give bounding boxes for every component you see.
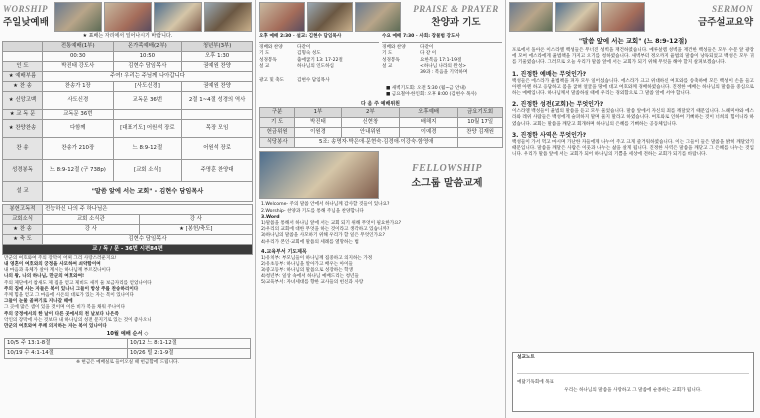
table-cell: 다함께: [43, 119, 114, 137]
table-cell: 5조: 송명자·박은애·문현숙·김경애·이강숙·함영애: [295, 138, 458, 148]
weekly-notes: [256, 84, 505, 98]
table-cell: 10/26 빌 2:1-9절: [128, 349, 251, 359]
fellowship-item: 2)유초등부: 하나님을 알아가고 배우는 아이들: [261, 261, 353, 267]
table-header-cell: [3, 41, 43, 51]
table-cell: 찬송가 1장: [43, 81, 114, 91]
fellowship-item: 1)유치부: 부모님들이 하나님께 집중하고 의지하는 가정: [261, 255, 373, 261]
table-cell: 신현창: [341, 118, 399, 128]
table-cell: 전능하신 나의 주 하나님은: [43, 204, 253, 214]
table-cell: ★ [봉헌/축도]: [139, 224, 252, 234]
table-header-cell: 구분: [260, 108, 295, 118]
sermon-intro: 포로에서 돌아온 이스라엘 백성들은 무너진 성벽을 재건하였습니다. 예루살렘 성벽을 재건한 백성들은 모두 수문 앞 광장에 모여 에스라에게 율법책을 가지고 오기를 청하였습니다. 새벽부터 정오까지 율법의 말씀이 낭독되었고 백성은 모두 귀를 기울였습니다. 그러므로 오늘 우리가 말씀 앞에 서는 교회가 되기 위해 무엇을 해야 할지 살펴보겠습니다.: [512, 48, 754, 66]
reading-line: 주의 제단에서 참새도 제 집을 얻고 제비도 새끼 둘 보금자리를 얻었나이다: [4, 280, 152, 286]
worship-photo: [154, 2, 202, 32]
banner-english-title: WORSHIP: [3, 4, 49, 14]
fellowship-item: 4)청년부: 일상 속에서 하나님 예배드리는 청년들: [261, 274, 359, 280]
worship-photo: [104, 2, 152, 32]
service-row: [259, 78, 379, 84]
table-cell: 안내위원: [341, 128, 399, 138]
notes-line: 우리는 하나님의 말씀을 사랑하고 그 말씀에 순종하는 교회가 됩니다.: [564, 388, 702, 394]
row-label: 설 교: [3, 181, 43, 201]
service-row-label: 기 도: [259, 51, 270, 57]
service-row-value: 39과 : 복음을 기억하며: [420, 70, 468, 76]
reading-line: 내 마음과 육체가 살아 계시는 하나님께 부르짖나이다: [4, 268, 111, 274]
table-cell: 10/12 느 8:1-12절: [128, 339, 251, 349]
table-cell: 주여! 우리는 주님께 나아갑니다: [43, 71, 253, 81]
fellowship-item: 1)말씀을 통해서 하나님 앞에 서는 교회 되기 위해 무엇이 필요한가요?: [261, 221, 402, 227]
row-label: 봉헌고독적: [3, 204, 43, 214]
service-order-table: [2, 41, 253, 202]
note-line: ■ 금요철야·한인회: 오후 8:00 (김현수 목사): [386, 92, 477, 98]
sermon-photo: [555, 2, 599, 32]
service-row-value: 다 같 이: [420, 51, 437, 57]
sermon-point-body: 백성들은 에스라가 율법책을 펴자 모두 일어섰습니다. 에스라가 크고 위대하신 여호와를 송축하매 모든 백성이 손을 들고 아멘 아멘 하고 응답하고 몸을 굽혀 얼굴을 땅에 대고 여호와께 경배하였습니다. 진정한 예배는 하나님의 말씀을 중심으로 하는 예배입니다. 하나님께서 말씀하실 때에 우리는 경외함으로 그 말씀 앞에 서야 합니다.: [512, 78, 754, 97]
table-cell: 김현수 담임목사: [113, 61, 182, 71]
table-cell: 강 사: [139, 214, 252, 224]
schedule-title: 10월 예배 순서 ◇: [106, 331, 149, 338]
sermon-title: "말씀 앞에 서는 교회" (느 8:9-12절): [578, 37, 688, 45]
fellowship-list: [256, 200, 505, 288]
reading-line: 내 영혼이 여호와의 궁정을 사모하여 쇠약함이여: [4, 262, 101, 267]
sermon-point-heading: 1. 진정한 예배는 무엇인가?: [512, 70, 587, 78]
worship-photo: [204, 2, 252, 32]
service-row-label: 기 도: [382, 51, 393, 57]
wednesday-service: [382, 34, 502, 84]
row-label: 기 도: [260, 118, 295, 128]
service-columns: [256, 32, 505, 84]
table-cell: [사도신경]: [113, 81, 182, 91]
table-header-cell: 온가족예배(2부): [113, 41, 182, 51]
table-cell: 박진태: [295, 118, 341, 128]
praise-photo: [307, 2, 353, 32]
row-label: ★ 예배부름: [3, 71, 43, 81]
banner-korean-title: 금주설교요약: [697, 17, 753, 28]
table-cell: 어원석 장로: [182, 137, 253, 159]
fellowship-item: 1.Welcome- 주의 말씀 안에서 하나님께 감사할 것들이 있나요?: [261, 202, 390, 208]
fellowship-item: 2)우리의 교회에 대한 무엇을 하는 것이라고 생각하고 있습니까?: [261, 227, 390, 233]
table-cell: 교회 소식관: [43, 214, 140, 224]
fellowship-item: 4)우리가 본인·교회에 말씀의 세례를 열망하는 법: [261, 239, 359, 245]
table-cell: 주명훈 찬양대: [182, 159, 253, 181]
sermon-point-heading: 2. 진정한 성전(교회)는 무엇인가?: [512, 101, 604, 109]
service-row-label: 설 교: [382, 63, 393, 69]
offering-note: ※ 현금은 예배실로 들어오실 때 헌금함에 드립니다.: [76, 360, 179, 366]
table-cell: 느 8:9-12절 (구 738p): [43, 159, 114, 181]
sermon-banner: [506, 0, 760, 32]
table-cell: [대표기도] 어원석 장로: [113, 119, 182, 137]
sermon-page: [505, 0, 760, 418]
reading-line: 만군의 여호와여 주의 장막이 어찌 그리 사랑스러운지요!: [4, 255, 117, 261]
table-cell: 권예원 찬양: [182, 81, 253, 91]
service-row-label: [382, 70, 420, 76]
fellowship-item: 4.교육부서 기도제목: [261, 248, 307, 255]
service-row-label: 경배와 찬양: [382, 45, 406, 51]
table-cell: 김현수 담임목사: [43, 234, 253, 244]
schedule-table: [4, 338, 251, 359]
service-row-value: 다같이: [420, 45, 434, 51]
table-cell: [3, 51, 43, 61]
fellowship-banner: [256, 148, 505, 200]
service-row-value: 김현수 담임목사: [297, 78, 330, 84]
table-cell: 사도신경: [43, 91, 114, 109]
service-row: [259, 70, 379, 78]
row-label: 성경봉독: [3, 159, 43, 181]
fellowship-item: 3)중고등부: 하나님의 말씀으로 성장하는 학생: [261, 268, 353, 274]
table-cell: 10월 17일: [458, 118, 503, 128]
sermon-photo: [601, 2, 645, 32]
notes-label: 설교노트: [517, 355, 535, 360]
reading-line: 주께 힘을 얻고 그 마음에 시온의 대로가 있는 자는 복이 있나이다: [4, 293, 134, 299]
notes-subtitle: 예닮기독회에 목표: [517, 380, 554, 386]
reading-line: 그들이 눈물 골짜기로 지나갈 때에: [4, 299, 73, 305]
praise-banner: [256, 0, 505, 32]
praise-prayer-page: [255, 0, 505, 418]
responsive-reading-header: 교 / 독 / 문 - 36번 시편84편: [3, 244, 253, 254]
banner-english-title: SERMON: [711, 4, 753, 14]
banner-english-title: FELLOWSHIP: [411, 162, 482, 174]
table-cell: 박진태 강도사: [43, 61, 114, 71]
fellowship-photo: [259, 151, 379, 199]
reading-line: 주의 집에 사는 자들은 복이 있나니 그들이 항상 주를 찬송하리이다: [4, 286, 139, 292]
table-cell: [458, 138, 503, 148]
row-label: ★ 신앙고백: [3, 91, 43, 109]
table-cell: 배해지: [399, 118, 457, 128]
service-row: [382, 70, 502, 76]
table-header-cell: 1부: [295, 108, 341, 118]
table-cell: 권예원 찬양: [182, 61, 253, 71]
reading-line: 만군의 여호와여 주께 의지하는 자는 복이 있나이다: [4, 324, 107, 330]
service-row-value: 출애굽기 13: 17-22절: [297, 57, 343, 63]
photo-strip: [259, 2, 401, 30]
table-cell: 이예경: [399, 128, 457, 138]
service-row-label: 경배와 찬양: [259, 45, 283, 51]
sermon-title-cell: "말씀 앞에 서는 교회" - 김현수 담임목사: [43, 181, 253, 201]
table-cell: 00:30: [43, 51, 114, 61]
wednesday-service-header: 수요 예배 7:30 · 사회: 장물범 강도사: [382, 34, 460, 39]
table-header-cell: 2부: [341, 108, 399, 118]
service-row-value: 하나님의 인도하심: [297, 63, 334, 69]
table-cell: 찬양 김재원: [458, 128, 503, 138]
row-label: 찬 송: [3, 137, 43, 159]
service-row-value: 김형숙 성도: [297, 51, 321, 57]
table-cell: 교독문 36번: [113, 91, 182, 109]
table-cell: [182, 109, 253, 119]
fellowship-item: 3.Word: [261, 214, 280, 220]
service-row-label: [259, 70, 297, 78]
service-row-value: <하나님 나라의 완성>: [420, 63, 467, 69]
table-header-cell: 오후예배: [399, 108, 457, 118]
afternoon-service-header: 오후 예배 2:30 · 설교: 김현수 담임목사: [259, 34, 342, 39]
table-cell: [교회 소식]: [113, 159, 182, 181]
banner-korean-title: 찬양과 기도: [431, 17, 481, 28]
table-cell: 10/5 주 13:1-8절: [5, 339, 128, 349]
worship-banner: [0, 0, 255, 32]
service-row-value: 다같이: [297, 45, 311, 51]
reading-line: 악인의 장막에 사는 것보다 내 하나님의 성전 문지기로 있는 것이 좋사오니: [4, 317, 152, 323]
photo-strip: [54, 2, 252, 30]
table-cell: 이원경: [295, 128, 341, 138]
note-line: ■ 새벽기도회: 오전 5:30 (월~금 안내): [386, 86, 466, 92]
reading-line: 주의 궁정에서의 한 날이 다른 곳에서의 천 날보다 나은즉: [4, 311, 119, 317]
banner-english-title: PRAISE & PRAYER: [413, 4, 499, 14]
next-week-table: [259, 107, 503, 148]
worship-page: [0, 0, 255, 418]
row-label: ★ 찬양찬송: [3, 119, 43, 137]
table-cell: 10/19 수 4:1-14절: [5, 349, 128, 359]
fellowship-item: 3)하나님의 말씀을 사모하기 위해 우리가 할 일은 무엇인가요?: [261, 233, 385, 239]
row-label: ★ 찬 송: [3, 224, 43, 234]
row-label: ★ 찬 송: [3, 81, 43, 91]
row-label: ★ 교 독 문: [3, 109, 43, 119]
table-cell: 목장 모임: [182, 119, 253, 137]
table-cell: 오후 1:30: [182, 51, 253, 61]
table-cell: [113, 109, 182, 119]
afternoon-service: [259, 34, 379, 84]
next-week-title: 다 음 주 예배위원: [360, 100, 401, 107]
service-row-label: 광고 및 축도: [259, 78, 285, 84]
sermon-point-body: 백성들이 가서 먹고 마시며 가난한 자들에게 나누어 주고 크게 즐거워하였습니다. 이는 그들이 들은 말씀을 밝히 깨달았기 때문입니다. 말씀을 깨달은 사람은 이웃과 나누는 삶을 살게 됩니다. 진정한 사역은 말씀을 깨닫고 그 은혜를 나누는 것입니다. 우리가 말씀 앞에 서는 교회가 되어 하나님의 기쁨을 세상에 전하는 교회가 되기를 바랍니다.: [512, 139, 754, 158]
sermon-notes-box: [512, 352, 754, 412]
banner-korean-title: 주일낮예배: [3, 17, 49, 28]
row-label: 인 도: [3, 61, 43, 71]
worship-photo: [54, 2, 102, 32]
sermon-summary: [506, 32, 760, 158]
table-header-cell: 전통예배(1부): [43, 41, 114, 51]
table-cell: 2절 1~4절 성경의 역사: [182, 91, 253, 109]
fellowship-item: 5)교육부서: 자녀세대를 향한 교사들의 헌신과 사랑: [261, 280, 364, 286]
banner-korean-title: 소그룹 말씀교제: [411, 177, 483, 189]
fellowship-item: 2.Worship- 찬양과 기도를 통해 주님을 찬양합니다: [261, 208, 364, 214]
sermon-photo: [509, 2, 553, 32]
praise-photo: [355, 2, 401, 32]
row-label: 교회소식: [3, 214, 43, 224]
praise-photo: [259, 2, 305, 32]
standing-notice: ★ 표배는 자리에서 일어나시기 바랍니다.: [82, 33, 173, 39]
responsive-reading: [0, 255, 255, 331]
table-cell: 10:50: [113, 51, 182, 61]
row-label: 식당봉사: [260, 138, 295, 148]
table-header-cell: 금요기도회: [458, 108, 503, 118]
table-header-cell: 청년부(3부): [182, 41, 253, 51]
offering-table: [2, 204, 253, 255]
table-cell: 교독문 36번: [43, 109, 114, 119]
row-label: ★ 축 도: [3, 234, 43, 244]
table-cell: 강 사: [43, 224, 140, 234]
photo-strip: [509, 2, 645, 30]
reading-line: 나의 왕, 나의 하나님, 만군의 여호와여!: [4, 274, 85, 280]
sermon-point-heading: 3. 진정한 사역은 무엇인가?: [512, 131, 587, 139]
table-cell: 찬송가 210장: [43, 137, 114, 159]
service-row-value: 요한복음 17:1-19절: [420, 57, 462, 63]
photo-strip: [259, 151, 379, 200]
service-row-label: 성경봉독: [259, 57, 277, 63]
service-row-label: 설 교: [259, 63, 270, 69]
row-label: 헌금위원: [260, 128, 295, 138]
sermon-point-body: 이스라엘 백성들이 율법의 말씀을 듣고 모두 울었습니다. 말씀 앞에서 자신의 죄를 깨달았기 때문입니다. 느헤미야와 에스라와 레위 사람들은 백성에게 슬퍼하지 말며 울지 말라고 하였습니다. 여호와로 인하여 기뻐하는 것이 너희의 힘이니라 하였습니다. 교회는 말씀을 깨닫고 회개하며 하나님의 은혜를 기뻐하는 공동체입니다.: [512, 109, 754, 127]
reading-line: 그 곳에 많은 샘이 있을 것이며 이른 비가 복을 채워 주나이다: [4, 305, 126, 311]
service-row-label: 성경봉독: [382, 57, 400, 63]
table-cell: 느 8:9-12절: [113, 137, 182, 159]
